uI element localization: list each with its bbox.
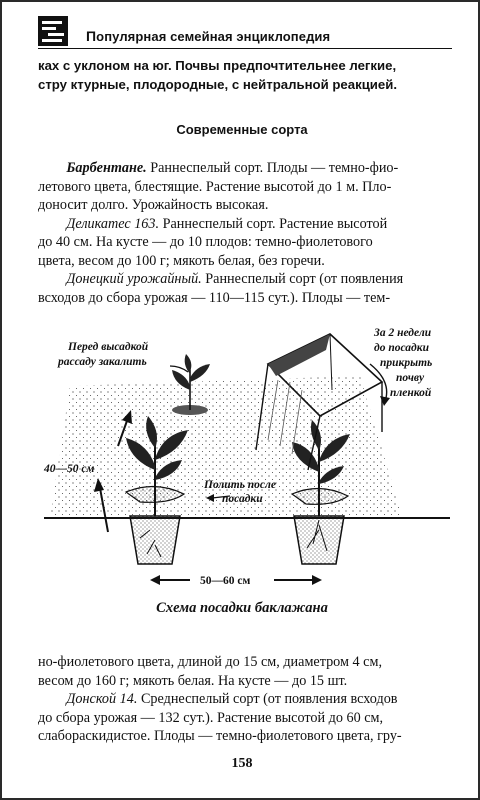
label-water: Полить после — [204, 479, 277, 491]
encyclopedia-logo-icon — [38, 16, 68, 46]
text-line: но-фиолетового цвета, длиной до 15 см, диаметром 4 см, — [38, 654, 382, 670]
continued-text — [38, 653, 452, 746]
label-cover: до посадки — [374, 342, 429, 354]
text-line: Барбентане. Раннеспелый сорт. Плоды — темно-фио- — [66, 160, 399, 176]
label-cover: За 2 недели — [374, 327, 432, 339]
variety-name: Донской 14. — [66, 691, 138, 707]
header-title: Популярная семейная энциклопедия — [86, 28, 331, 44]
text-line: до сбора урожая — 132 сут.). Растение высотой до 60 см, — [38, 709, 384, 726]
figure-caption: Схема посадки баклажана — [156, 600, 328, 616]
text-line: слабораскидистое. Плоды — темно-фиолетового цвета, гру- — [38, 728, 402, 744]
label-depth: 40—50 см — [44, 463, 95, 475]
variety-name: Барбентане. — [66, 160, 147, 176]
variety-name: Деликатес 163. — [66, 215, 160, 232]
planting-diagram — [30, 320, 460, 592]
label-water: посадки — [222, 493, 263, 505]
text-line: ках с уклоном на юг. Почвы предпочтительнее легкие, — [38, 58, 397, 73]
text-line: стру ктурные, плодородные, с нейтральной реакцией. — [38, 77, 398, 92]
label-cover: прикрыть — [380, 357, 433, 369]
text-line: доносит долго. Урожайность высокая. — [38, 197, 269, 213]
text-line: весом до 160 г; мякоть белая. На кусте — до 15 шт. — [38, 672, 348, 689]
label-spacing: 50—60 см — [200, 575, 251, 587]
intro-text — [38, 56, 452, 94]
text-line: цвета, весом до 100 г; мякоть белая, без горечи. — [38, 252, 325, 269]
page-header — [38, 16, 452, 49]
label-cover: пленкой — [390, 387, 432, 399]
text-line: летового цвета, блестящие. Растение высотой до 1 м. Пло- — [38, 178, 392, 195]
varieties-text — [38, 159, 452, 307]
text-line: Донской 14. Среднеспелый сорт (от появления всходов — [66, 691, 398, 707]
label-harden: рассаду закалить — [58, 356, 147, 368]
text-line: всходов до сбора урожая — 110—115 сут.). Плоды — тем- — [38, 289, 391, 306]
label-cover: почву — [396, 372, 425, 384]
page-number: 158 — [231, 756, 253, 771]
variety-name: Донецкий урожайный. — [66, 271, 202, 287]
text-line: Донецкий урожайный. Раннеспелый сорт (от появления — [66, 271, 404, 287]
label-harden: Перед высадкой — [68, 341, 149, 353]
text-line: до 40 см. На кусте — до 10 плодов: темно-фиолетового — [38, 234, 373, 250]
curved-arrow-icon — [370, 364, 390, 406]
section-title: Современные сорта — [176, 122, 308, 137]
text-line: Деликатес 163. Раннеспелый сорт. Растение высотой — [66, 215, 388, 232]
